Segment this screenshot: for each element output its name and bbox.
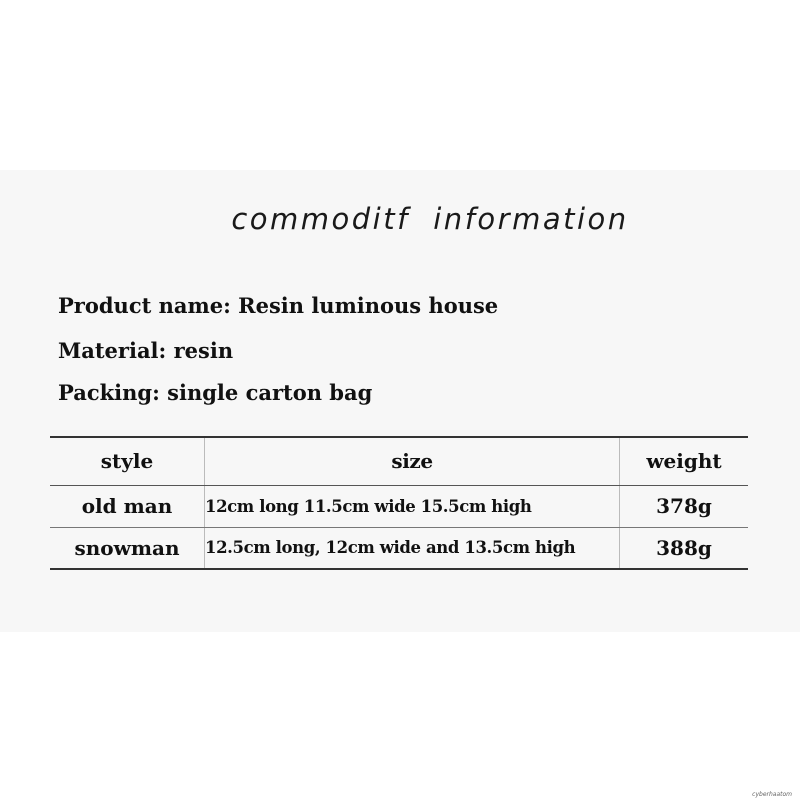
cell-weight: 388g: [620, 527, 749, 569]
product-name-line: Product name: Resin luminous house: [58, 293, 499, 318]
table-row: [50, 485, 748, 527]
cell-style: old man: [50, 485, 205, 527]
spec-table: [50, 436, 748, 570]
table-row: [50, 527, 748, 569]
header-weight: weight: [620, 437, 749, 485]
table-header-row: [50, 437, 748, 485]
cell-weight: 378g: [620, 485, 749, 527]
watermark: cyberhaatom: [752, 791, 792, 798]
header-size: size: [205, 437, 620, 485]
header-style: style: [50, 437, 205, 485]
cell-size: 12cm long 11.5cm wide 15.5cm high: [205, 485, 620, 527]
page-title: commoditf information: [231, 202, 629, 236]
packing-line: Packing: single carton bag: [58, 380, 373, 405]
cell-size: 12.5cm long, 12cm wide and 13.5cm high: [205, 527, 620, 569]
material-line: Material: resin: [58, 338, 234, 363]
cell-style: snowman: [50, 527, 205, 569]
